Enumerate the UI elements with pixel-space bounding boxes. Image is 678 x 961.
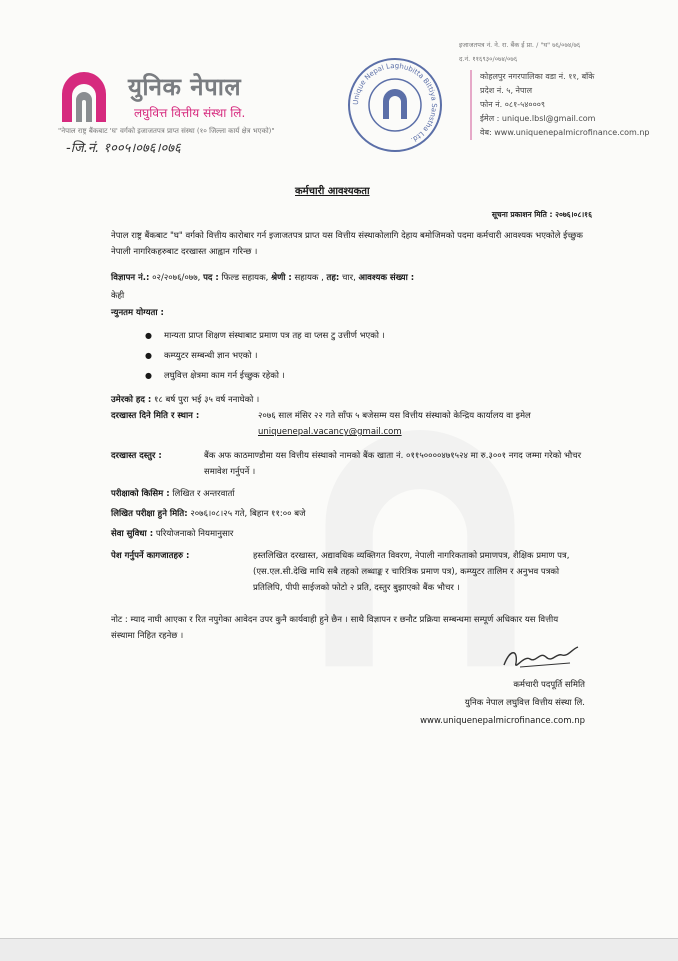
exam-type-row <box>111 486 235 502</box>
seal-text: Unique Nepal Laghubitta Bittiya Sanstha Ltd. <box>351 61 439 145</box>
deadline-text: २०७६ साल मंसिर २२ गते साँफ ५ बजेसम्म यस वित्तीय संस्थाको केन्द्रिय कार्यालय वा इमेल <box>258 411 531 421</box>
level-value: चार, <box>342 273 356 283</box>
contact-province: प्रदेश नं. ५, नेपाल <box>480 86 533 95</box>
written-date-value: २०७६।०८।२५ गते, बिहान ११:०० बजे <box>190 509 306 519</box>
written-date-row <box>111 506 305 522</box>
level-label: तह: <box>326 273 340 283</box>
note-paragraph: नोट : म्याद नाघी आएका र रित नपुगेका आवेदन उपर कुनै कार्यवाही हुने छैन । साथै विज्ञापन र छनौट प्रक्रिया सम्बन्धमा सम्पूर्ण अधिकार यस वित्तीय संस्थामा निहित रहनेछ । <box>111 615 559 641</box>
documents-label: पेश गर्नुपर्ने कागजातहरु : <box>111 551 190 561</box>
signature-block <box>390 676 585 730</box>
vacancy-email-link[interactable]: uniquenepal.vacancy@gmail.com <box>258 427 402 437</box>
brand-subtitle: लघुवित्त वित्तीय संस्था लि. <box>134 106 246 120</box>
exam-type-label: परीक्षाको किसिम : <box>111 489 170 499</box>
advert-number: ०२/२०७६/०७७, <box>152 273 201 283</box>
post-value: फिल्ड सहायक, <box>221 273 269 283</box>
list-item: ● कम्प्युटर सम्बन्धी ज्ञान भएको । <box>145 346 385 366</box>
fee-label: दरखास्त दस्तुर : <box>111 451 162 461</box>
license-info <box>459 38 580 66</box>
handwritten-reference: -जि.नं. १००५।०७६।०७६ <box>66 141 181 156</box>
category-label: श्रेणी : <box>271 273 292 283</box>
required-label: आवश्यक संख्या : <box>358 273 415 283</box>
facility-value: परियोजनाको नियमानुसार <box>155 529 234 539</box>
category-value: सहायक , <box>294 273 324 283</box>
qualification-title: न्युनतम योग्यता : <box>111 308 164 318</box>
contact-block <box>470 70 649 140</box>
written-date-label: लिखित परीक्षा हुने मिति: <box>111 509 188 519</box>
post-label: पद : <box>203 273 219 283</box>
deadline-value <box>258 408 583 440</box>
advert-label: विज्ञापन नं.: <box>111 273 150 283</box>
documents-value: हस्तलिखित दरखास्त, अद्यावधिक व्यक्तिगत विवरण, नेपाली नागरिकताको प्रमाणपत्र, शैक्षिक प्रमाण पत्र, (एस.एल.सी.देखि माथि सबै तहको लब्धाङ्क र चारित्रिक प्रमाण पत्र), कम्प्युटर तालिम र अनुभव पत्रको प्रतिलिपि, पीपी साईजको फोटो २ प्रति, दस्तुर बुझाएको बैंक भौचर । <box>253 551 570 593</box>
contact-phone: फोन नं. ०८१-५४०००९ <box>480 100 546 109</box>
notice-title: कर्मचारी आवश्यकता <box>295 186 370 197</box>
list-item: ● मान्यता प्राप्त शिक्षण संस्थाबाट प्रमाण पत्र तह वा प्लस टु उत्तीर्ण भएको । <box>145 326 385 346</box>
facility-label: सेवा सुविधा : <box>111 529 154 539</box>
publish-date: सूचना प्रकाशन मिति : २०७६।०८।१६ <box>491 210 592 219</box>
brand-name: युनिक नेपाल <box>128 73 242 101</box>
brand-logo-icon <box>58 72 110 124</box>
intro-paragraph: नेपाल राष्ट्र बैंकबाट "घ" वर्गको वित्तीय कारोबार गर्न इजाजतपत्र प्राप्त यस वित्तीय संस्थाकोलागि देहाय बमोजिमको पदमा कर्मचारी आवश्यक भएकोले ईच्छुक नेपाली नागरिकहरुबाट दरखास्त आह्वान गरिन्छ । <box>111 231 583 257</box>
contact-address: कोहलपुर नगरपालिका वडा नं. ११, बाँके <box>480 72 595 81</box>
license-line-2: द.नं. ११६९३०/०७४/०७६ <box>459 55 518 63</box>
required-value: केही <box>111 291 125 301</box>
page-bottom-edge <box>0 938 678 961</box>
footer-website: www.uniquenepalmicrofinance.com.np <box>420 716 585 726</box>
signature-icon <box>500 645 580 673</box>
fee-value: बैंक अफ काठमाण्डौमा यस वित्तीय संस्थाको नामको बैंक खाता नं. ०११५००००४७१५२४ मा रु.३००१ नगद जम्मा गरेको भौचर समावेश गर्नुपर्ने । <box>204 451 582 477</box>
committee-name: कर्मचारी पदपूर्ति समिति <box>513 680 585 690</box>
list-item: ● लघुवित्त क्षेत्रमा काम गर्न ईच्छुक रहेको । <box>145 366 385 386</box>
qualification-list <box>145 326 385 386</box>
age-label: उमेरको हद : <box>111 395 152 405</box>
license-line-1: इजाजतपत्र नं. ने. रा. बैंक ई प्रा. / "घ" ७६/०७४/७६ <box>459 41 581 49</box>
advert-details <box>111 270 591 286</box>
organization-name: युनिक नेपाल लघुवित्त वित्तीय संस्था लि. <box>464 698 585 708</box>
organization-seal-icon <box>345 55 445 155</box>
exam-type-value: लिखित र अन्तरवार्ता <box>172 489 235 499</box>
deadline-label: दरखास्त दिने मिति र स्थान : <box>111 411 200 421</box>
age-value: १८ बर्ष पुरा भई ३५ वर्ष ननाघेको । <box>154 395 260 405</box>
facility-row <box>111 526 233 542</box>
brand-note: "नेपाल राष्ट्र बैंकबाट 'घ' वर्गको इजाजतपत्र प्राप्त संस्था (१० जिल्ला कार्य क्षेत्र भएको)" <box>58 127 275 135</box>
age-row <box>111 392 259 408</box>
contact-website: वेब: www.uniquenepalmicrofinance.com.np <box>480 128 650 137</box>
contact-email: ईमेल : unique.lbsl@gmail.com <box>480 114 596 123</box>
